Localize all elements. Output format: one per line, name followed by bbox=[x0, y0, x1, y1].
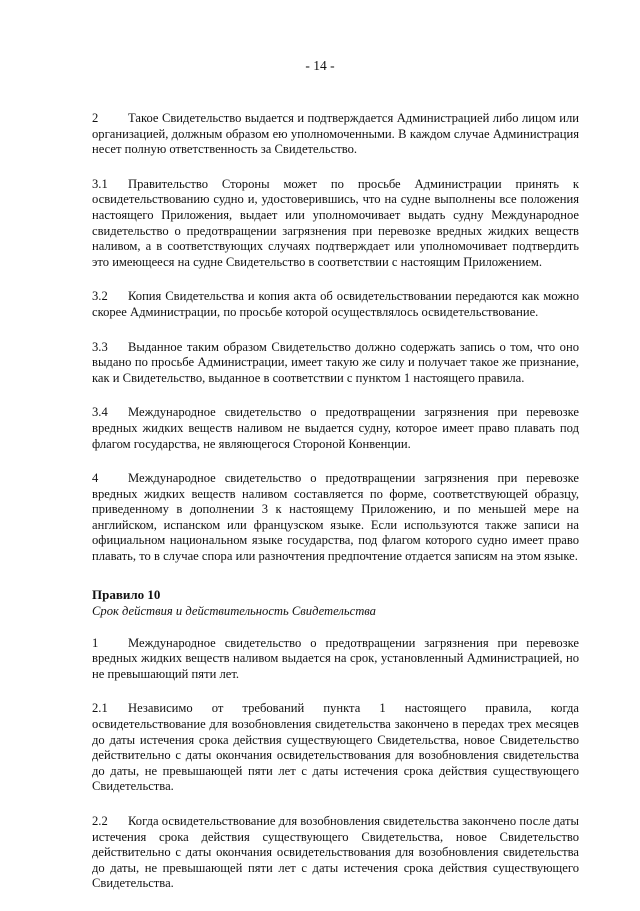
rule10-paragraph-2-1 bbox=[92, 701, 579, 795]
paragraph-text: Независимо от требований пункта 1 настоящего правила, когда освидетельствование для возобновления свидетельства закончено в передах трех месяцев до даты истечения срока действия существующего Свидетельства, новое Свидетельство действительно с даты окончания освидетельствования для возобновления свидетельства до даты, не превышающей пяти лет с даты истечения срока действия существующего Свидетельства. bbox=[92, 701, 579, 794]
paragraph-number: 4 bbox=[92, 471, 99, 486]
paragraph-text: Выданное таким образом Свидетельство должно содержать запись о том, что оно выдано по просьбе Администрации, имеет такую же силу и получает такое же признание, как и Свидетельство, выданное в соответствии с пунктом 1 настоящего правила. bbox=[92, 339, 579, 385]
rule10-paragraph-2-2 bbox=[92, 814, 579, 892]
paragraph-number: 3.2 bbox=[92, 289, 108, 304]
paragraph-3-3 bbox=[92, 340, 579, 387]
rule-heading: Правило 10 bbox=[92, 586, 161, 602]
paragraph-2 bbox=[92, 111, 579, 158]
paragraph-3-2 bbox=[92, 289, 579, 320]
paragraph-text: Такое Свидетельство выдается и подтверждается Администрацией либо лицом или организацией, должным образом ею уполномоченными. В каждом случае Администрация несет полную ответственность за Свидетельство. bbox=[92, 111, 579, 157]
paragraph-number: 3.4 bbox=[92, 405, 108, 420]
paragraph-number: 2 bbox=[92, 111, 99, 125]
paragraph-number: 2.2 bbox=[92, 814, 108, 828]
paragraph-4 bbox=[92, 471, 579, 565]
paragraph-text: Международное свидетельство о предотвращении загрязнения при перевозке вредных жидких веществ наливом выдается на срок, установленный Администрацией, но не превышающий пяти лет. bbox=[92, 635, 579, 681]
paragraph-3-1 bbox=[92, 177, 579, 271]
paragraph-number: 3.3 bbox=[92, 339, 108, 354]
paragraph-text: Международное свидетельство о предотвращении загрязнения при перевозке вредных жидких веществ наливом не выдается судну, которое имеет право плавать под флагом государства, не являющегося Стороной Конвенции. bbox=[92, 405, 579, 451]
paragraph-number: 1 bbox=[92, 635, 99, 650]
paragraph-number: 2.1 bbox=[92, 701, 108, 716]
paragraph-text: Международное свидетельство о предотвращении загрязнения при перевозке вредных жидких веществ наливом составляется по форме, соответствующей образцу, приведенному в дополнении 3 к настоящему Приложению, и по меньшей мере на английском, испанском или французском языке. Если используются также записи на официальном национальном языке государства, под флагом которого судно имеет право плавать, то в случае спора или разночтения предпочтение отдается записям на этом языке. bbox=[92, 471, 579, 564]
paragraph-number: 3.1 bbox=[92, 176, 108, 191]
rule-subtitle: Срок действия и действительность Свидетельства bbox=[92, 603, 376, 618]
paragraph-text: Когда освидетельствование для возобновления свидетельства закончено после даты истечения срока действия существующего Свидетельства, новое Свидетельство действительно с даты окончания освидетельствования для возобновления свидетельства до даты, не превышающей пяти лет с даты истечения срока действия существующего Свидетельства. bbox=[92, 814, 579, 891]
paragraph-text: Копия Свидетельства и копия акта об освидетельствовании передаются как можно скорее Администрации, по просьбе которой осуществлялось освидетельствование. bbox=[92, 289, 579, 319]
paragraph-text: Правительство Стороны может по просьбе Администрации принять к освидетельствованию судно и, удостоверившись, что на судне выполнены все положения настоящего Приложения, выдает или уполномочивает выдать судну Международное свидетельство о предотвращении загрязнения при перевозке вредных жидких веществ наливом, а в соответствующих случаях подтверждает или уполномочивает подтвердить это имеющееся на судне Свидетельство в соответствии с настоящим Приложением. bbox=[92, 176, 579, 269]
document-body bbox=[92, 111, 579, 911]
page-number: - 14 - bbox=[305, 58, 335, 73]
paragraph-3-4 bbox=[92, 405, 579, 452]
rule10-paragraph-1 bbox=[92, 636, 579, 683]
